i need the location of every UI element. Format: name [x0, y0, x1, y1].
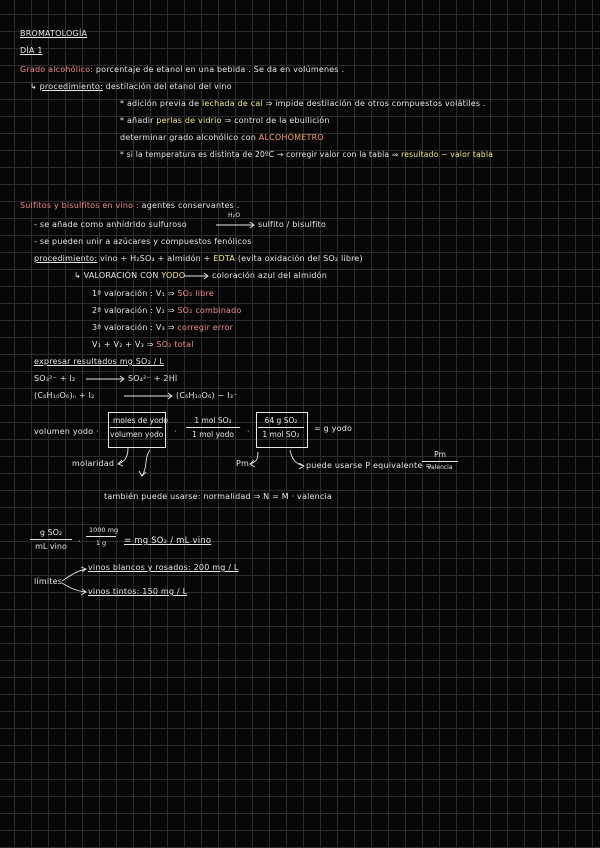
procedure-text: (evita oxidación del SO₂ libre) [237, 254, 363, 263]
procedure-label: procedimiento: [34, 254, 98, 263]
reaction-arrow-icon [184, 273, 208, 279]
sulfitos-term: Sulfitos y bisulfitos en vino : [20, 201, 139, 210]
valoracion-highlight: SO₂ libre [177, 289, 214, 298]
fraction-denominator: mL vino [35, 542, 67, 551]
step-text: * si la temperatura es distinta de 20ºC → corregir valor con la tabla ⇒ [120, 150, 399, 159]
fraction-denominator: 1 mol SO₂ [262, 430, 300, 439]
procedure-label: procedimiento: [39, 82, 103, 91]
sulfitos-point-2: - se pueden unir a azúcares y compuestos fenólicos [34, 237, 252, 246]
fraction-denominator: valencia [427, 464, 453, 471]
fraction-numerator: g SO₂ [30, 528, 72, 540]
reaction-1-right: SO₄²⁻ + 2HI [128, 374, 178, 383]
valoracion-text: 3ª valoración : V₃ ⇒ [92, 323, 175, 332]
fraction-numerator: moles de yodo [110, 416, 162, 428]
page-title: BROMATOLOGÍA [20, 29, 88, 38]
procedure-text: vino + H₂SO₄ + almidón + [100, 254, 211, 263]
step-highlight: resultado − valor tabla [401, 150, 494, 159]
grado-term: Grado alcohólico: [20, 65, 94, 74]
branch-arrow-icon [62, 583, 86, 595]
multiply-dot: · [174, 427, 177, 436]
procedure-text: destilación del etanol del vino [105, 82, 232, 91]
volumen-label: volumen yodo · [34, 427, 99, 436]
valoracion-text: 1ª valoración : V₁ ⇒ [92, 289, 175, 298]
curved-arrow-icon [118, 448, 128, 466]
valoracion-text: V₁ + V₂ + V₃ ⇒ [92, 340, 154, 349]
fraction-numerator: 1000 mg [86, 526, 116, 537]
curved-arrow-icon [250, 452, 258, 467]
valoracion-highlight: YODO [161, 271, 186, 280]
step-highlight: lechada de cal [201, 99, 263, 108]
limite-text: vinos blancos y rosados: 200 mg / L [88, 563, 239, 572]
step-text: ⇒ control de la ebullición [224, 116, 330, 125]
expresar-resultados: expresar resultados mg SO₂ / L [34, 357, 164, 366]
procedure-highlight: EDTA [213, 254, 236, 263]
conversion-result: = mg SO₂ / mL vino [124, 536, 212, 546]
multiply-dot: · [78, 537, 81, 546]
step-highlight: perlas de vidrio [156, 116, 222, 125]
step-text: * adición previa de [120, 99, 200, 108]
grado-definition: porcentaje de etanol en una bebida . Se da en volúmenes . [95, 65, 345, 74]
fraction-numerator: Pm [422, 450, 458, 462]
reaction-2-right: (C₆H₁₀O₆) − I₃⁻ [176, 391, 238, 400]
step-highlight: ALCOHÓMETRO [258, 133, 324, 142]
peq-text: puede usarse P equivalente = [306, 461, 433, 470]
valoracion-highlight: SO₂ combinado [177, 306, 242, 315]
valoracion-text: 2ª valoración : V₂ ⇒ [92, 306, 175, 315]
curved-arrow-icon [139, 450, 150, 476]
corner-arrow-icon: ↳ [74, 271, 81, 280]
reaction-arrow-icon [124, 393, 172, 399]
valoracion-highlight: corregir error [177, 323, 234, 332]
reaction-arrow-icon [86, 376, 124, 382]
limites-label: límites [34, 577, 63, 586]
step-text: determinar grado alcohólico con [120, 133, 257, 142]
formula-result: = g yodo [314, 424, 353, 433]
step-text: * añadir [120, 116, 154, 125]
reaction-arrow-icon [216, 222, 254, 228]
curved-arrow-icon [290, 450, 304, 469]
branch-arrow-icon [62, 567, 86, 581]
sulfitos-definition: agentes conservantes . [141, 201, 240, 210]
fraction-denominator: 1 mol yodo [192, 430, 234, 439]
normalidad-line: también puede usarse: normalidad ⇒ N = M · valencia [104, 492, 333, 501]
day-label: DÍA 1 [20, 46, 43, 55]
reaction-condition: H₂O [228, 212, 241, 219]
pm-label: Pm [236, 459, 250, 468]
multiply-dot: · [247, 427, 250, 436]
fraction-numerator: 64 g SO₂ [258, 416, 304, 428]
sulfitos-point-1: - se añade como anhídrido sulfuroso [34, 220, 187, 229]
fraction-denominator: volumen yodo [110, 430, 164, 439]
step-text: ⇒ impide destilación de otros compuestos volátiles . [265, 99, 486, 108]
corner-arrow-icon: ↳ [30, 82, 37, 91]
reaction-2-left: (C₆H₁₀O₆)ₙ + I₂ [34, 391, 95, 400]
fraction-denominator: 1 g [95, 539, 107, 547]
molaridad-label: molaridad [72, 459, 115, 468]
reaction-1-left: SO₃²⁻ + I₂ [34, 374, 76, 383]
valoracion-text: VALORACIÓN CON [83, 271, 159, 280]
valoracion-highlight: SO₂ total [156, 340, 194, 349]
valoracion-result: coloración azul del almidón [212, 271, 328, 280]
sulfitos-product: sulfito / bisulfito [258, 220, 326, 229]
fraction-numerator: 1 mol SO₂ [186, 416, 240, 428]
limite-text: vinos tintos: 150 mg / L [88, 587, 188, 596]
